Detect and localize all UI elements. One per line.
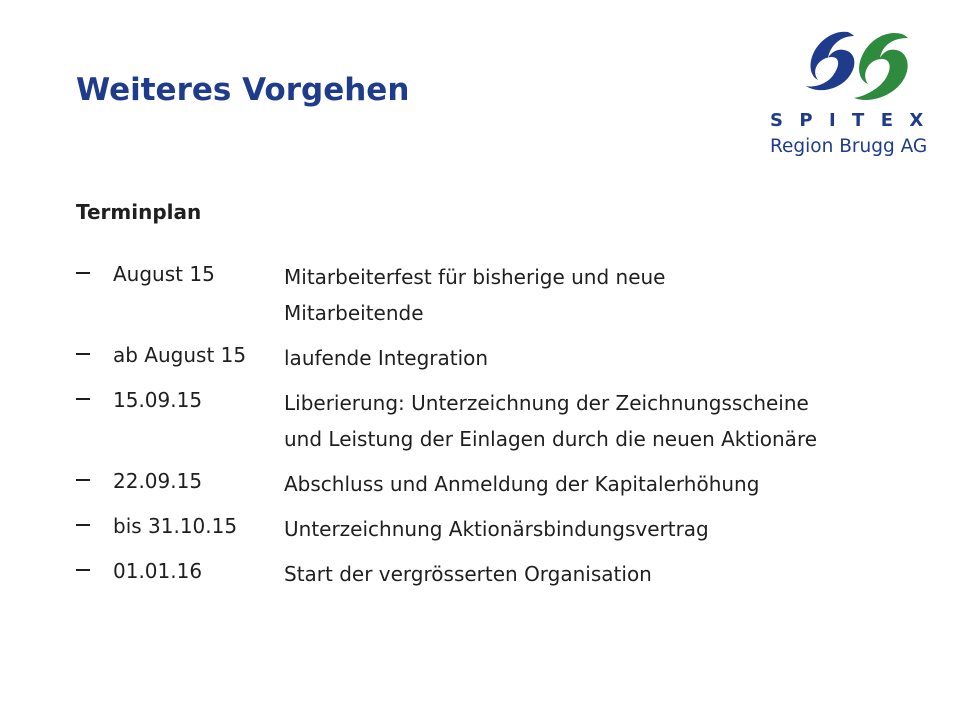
schedule-date: August 15 [113, 262, 215, 286]
logo-wordmark: SPITEX [770, 110, 940, 131]
schedule-description [284, 340, 874, 376]
dash-bullet-icon [76, 272, 90, 274]
dash-bullet-icon [76, 353, 90, 355]
schedule-description [284, 259, 874, 331]
schedule-description [284, 466, 874, 502]
schedule-date: 22.09.15 [113, 469, 203, 493]
page-title: Weiteres Vorgehen [76, 72, 410, 108]
schedule-list [76, 262, 876, 604]
schedule-description-line: Abschluss und Anmeldung der Kapitalerhöhung [284, 472, 760, 496]
dash-bullet-icon [76, 398, 90, 400]
schedule-description [284, 556, 874, 592]
schedule-item [76, 556, 876, 592]
schedule-description-line: Unterzeichnung Aktionärsbindungsvertrag [284, 517, 709, 541]
schedule-description-line: Mitarbeitende [284, 301, 424, 325]
schedule-description [284, 385, 874, 457]
dash-bullet-icon [76, 479, 90, 481]
section-heading: Terminplan [76, 200, 202, 224]
schedule-item [76, 259, 876, 331]
dash-bullet-icon [76, 524, 90, 526]
spitex-logo [764, 26, 944, 166]
schedule-description-line: Liberierung: Unterzeichnung der Zeichnungsscheine [284, 391, 809, 415]
schedule-date: 01.01.16 [113, 559, 203, 583]
logo-subline: Region Brugg AG [770, 136, 928, 157]
schedule-item [76, 340, 876, 376]
schedule-description-line: laufende Integration [284, 346, 489, 370]
schedule-item [76, 385, 876, 457]
schedule-description-line: Start der vergrösserten Organisation [284, 562, 652, 586]
dash-bullet-icon [76, 569, 90, 571]
schedule-date: bis 31.10.15 [113, 514, 238, 538]
schedule-description-line: Mitarbeiterfest für bisherige und neue [284, 265, 666, 289]
schedule-description-line: und Leistung der Einlagen durch die neuen Aktionäre [284, 427, 818, 451]
schedule-item [76, 511, 876, 547]
schedule-date: ab August 15 [113, 343, 247, 367]
spitex-swoosh-icon [804, 26, 914, 104]
schedule-item [76, 466, 876, 502]
schedule-date: 15.09.15 [113, 388, 203, 412]
schedule-description [284, 511, 874, 547]
